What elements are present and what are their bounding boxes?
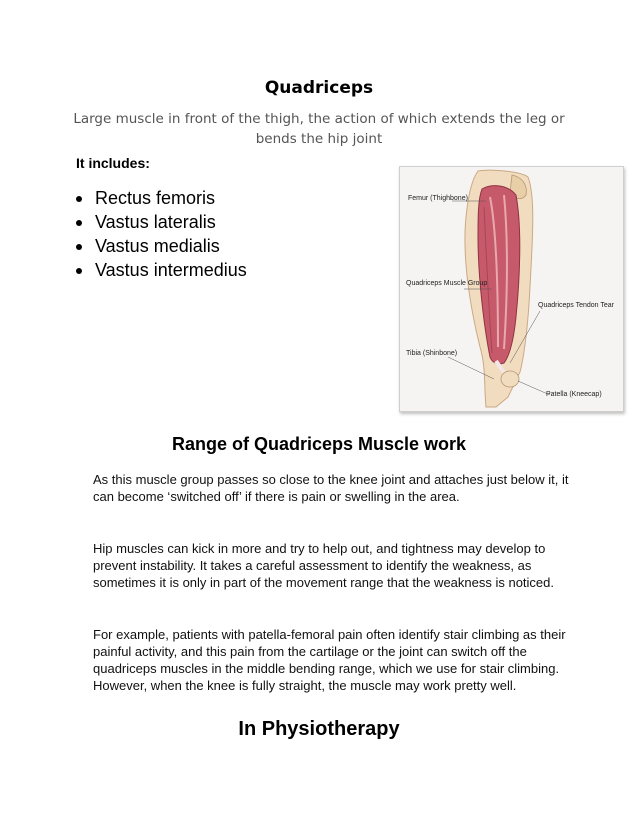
list-item-label: Vastus lateralis <box>95 212 216 232</box>
section-heading: Range of Quadriceps Muscle work <box>171 434 467 454</box>
label-tibia: Tibia (Shinbone) <box>406 350 458 357</box>
includes-label: It includes: <box>76 155 150 171</box>
thigh-anatomy-drawing <box>400 167 623 411</box>
paragraph: Hip muscles can kick in more and try to help out, and tightness may develop to prevent instability. It takes a careful assessment to identify the weakness, as sometimes it is only in part of the movement range that the weakness is noticed. <box>93 541 555 590</box>
muscle-list <box>76 186 247 282</box>
bullet-icon <box>76 220 82 226</box>
list-item <box>76 210 247 234</box>
subtitle: Large muscle in front of the thigh, the action of which extends the leg or bends the hip joint <box>73 111 565 147</box>
list-item-label: Vastus medialis <box>95 236 220 256</box>
paragraph: As this muscle group passes so close to the knee joint and attaches just below it, it can become ‘switched off’ if there is pain or swelling in the area. <box>93 472 569 504</box>
label-muscle-group: Quadriceps Muscle Group <box>406 280 488 287</box>
patella <box>501 371 519 387</box>
label-tendon: Quadriceps Tendon Tear <box>538 302 615 309</box>
label-patella: Patella (Kneecap) <box>546 391 602 398</box>
page-title: Quadriceps <box>264 78 374 98</box>
label-femur: Femur (Thighbone) <box>408 195 468 202</box>
list-item-label: Rectus femoris <box>95 188 216 208</box>
bullet-icon <box>76 196 82 202</box>
list-item <box>76 234 247 258</box>
bullet-icon <box>76 244 82 250</box>
list-item-label: Vastus intermedius <box>95 260 247 280</box>
paragraph: For example, patients with patella-femoral pain often identify stair climbing as their painful activity, and this pain from the cartilage or the joint can switch off the quadriceps muscles in the middle bending range, which we use for stair climbing. However, when the knee is fully straight, the muscle may work pretty well. <box>93 627 566 693</box>
footer-heading: In Physiotherapy <box>238 718 400 740</box>
bullet-icon <box>76 268 82 274</box>
list-item <box>76 258 247 282</box>
list-item <box>76 186 247 210</box>
quadriceps-illustration <box>399 166 624 412</box>
